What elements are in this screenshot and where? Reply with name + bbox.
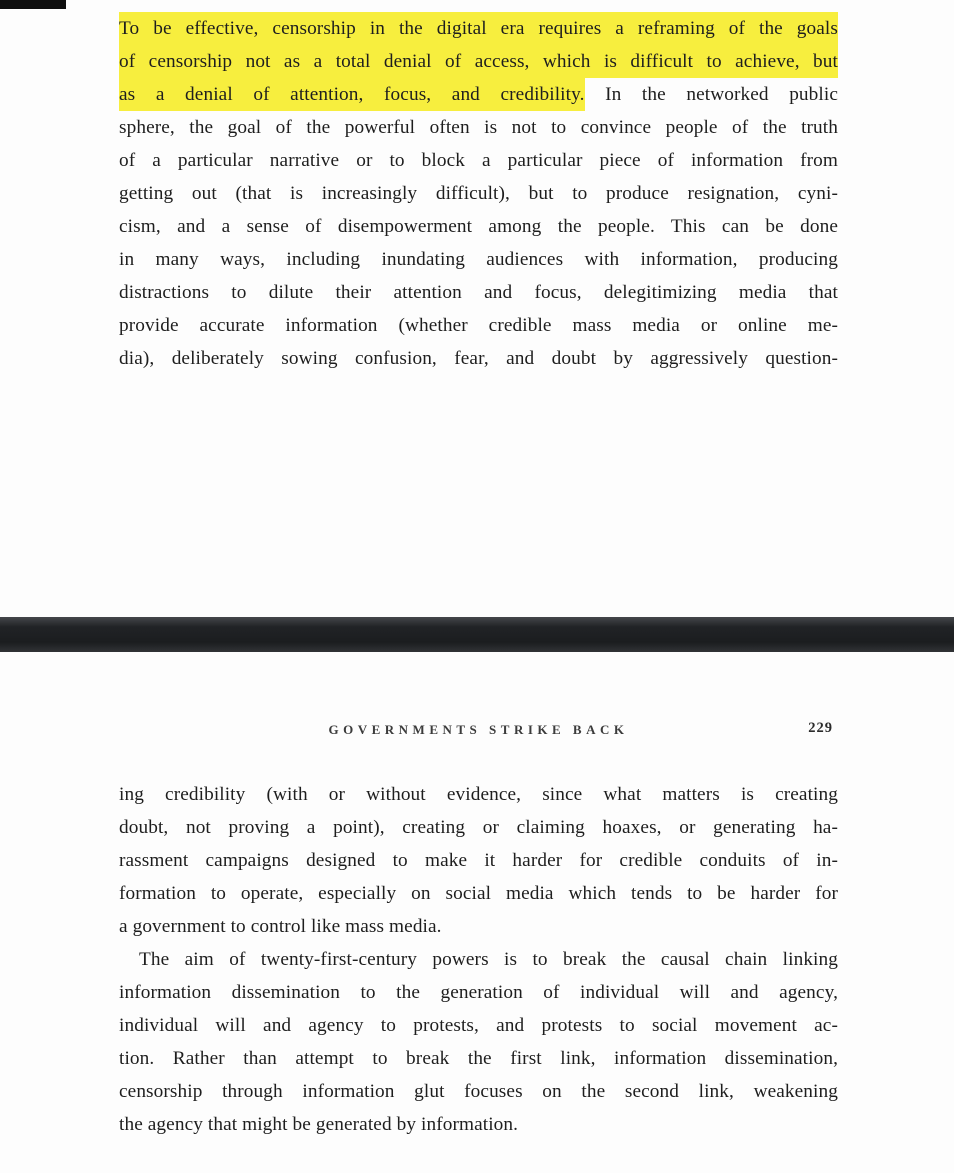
body-text: information dissemination to the generation of individual will and agency, [119, 982, 838, 1003]
body-text: The aim of twenty-first-century powers is to break the causal chain linking [139, 949, 838, 970]
page-1-paragraph [119, 12, 838, 375]
text-line [119, 210, 838, 243]
page-2-paragraphs [119, 778, 838, 1141]
highlighted-text: of censorship not as a total denial of access, which is difficult to achieve, but [119, 45, 838, 78]
body-text: doubt, not proving a point), creating or claiming hoaxes, or generating ha- [119, 817, 838, 838]
text-line [119, 1075, 838, 1108]
body-text: formation to operate, especially on social media which tends to be harder for [119, 883, 838, 904]
body-text: distractions to dilute their attention and focus, delegitimizing media that [119, 282, 838, 303]
text-line [119, 144, 838, 177]
text-line [119, 811, 838, 844]
text-line [119, 877, 838, 910]
running-header-title: GOVERNMENTS STRIKE BACK [328, 722, 629, 737]
body-text: dia), deliberately sowing confusion, fear, and doubt by aggressively question- [119, 348, 838, 369]
body-text: In the networked public [584, 84, 838, 105]
text-line [119, 276, 838, 309]
text-line [119, 1042, 838, 1075]
page-separator-bar [0, 617, 954, 652]
text-line [119, 309, 838, 342]
running-header [119, 722, 838, 742]
text-line [119, 778, 838, 811]
body-text: getting out (that is increasingly difficult), but to produce resignation, cyni- [119, 183, 838, 204]
text-line [119, 177, 838, 210]
body-text: ing credibility (with or without evidence, since what matters is creating [119, 784, 838, 805]
body-text: tion. Rather than attempt to break the first link, information dissemination, [119, 1048, 838, 1069]
body-text: the agency that might be generated by information. [119, 1114, 519, 1135]
text-line [119, 12, 838, 45]
text-line [119, 844, 838, 877]
text-line [119, 78, 838, 111]
text-line [119, 976, 838, 1009]
highlighted-text: as a denial of attention, focus, and credibility. [119, 78, 585, 111]
body-text: sphere, the goal of the powerful often is not to convince people of the truth [119, 117, 838, 138]
text-line [119, 910, 838, 943]
body-text: rassment campaigns designed to make it harder for credible conduits of in- [119, 850, 838, 871]
text-line [119, 342, 838, 375]
body-text: censorship through information glut focuses on the second link, weakening [119, 1081, 838, 1102]
highlighted-text: To be effective, censorship in the digital era requires a reframing of the goals [119, 12, 838, 45]
body-text: individual will and agency to protests, and protests to social movement ac- [119, 1015, 838, 1036]
text-line [119, 111, 838, 144]
text-line [119, 1009, 838, 1042]
text-line [119, 45, 838, 78]
body-text: cism, and a sense of disempowerment among the people. This can be done [119, 216, 838, 237]
text-line [119, 243, 838, 276]
body-text: of a particular narrative or to block a particular piece of information from [119, 150, 838, 171]
body-text: a government to control like mass media. [119, 916, 442, 937]
body-text: in many ways, including inundating audiences with information, producing [119, 249, 838, 270]
text-line [119, 943, 838, 976]
page-number: 229 [808, 720, 833, 736]
body-text: provide accurate information (whether credible mass media or online me- [119, 315, 838, 336]
text-line [119, 1108, 838, 1141]
page-edge-artifact [0, 0, 66, 9]
